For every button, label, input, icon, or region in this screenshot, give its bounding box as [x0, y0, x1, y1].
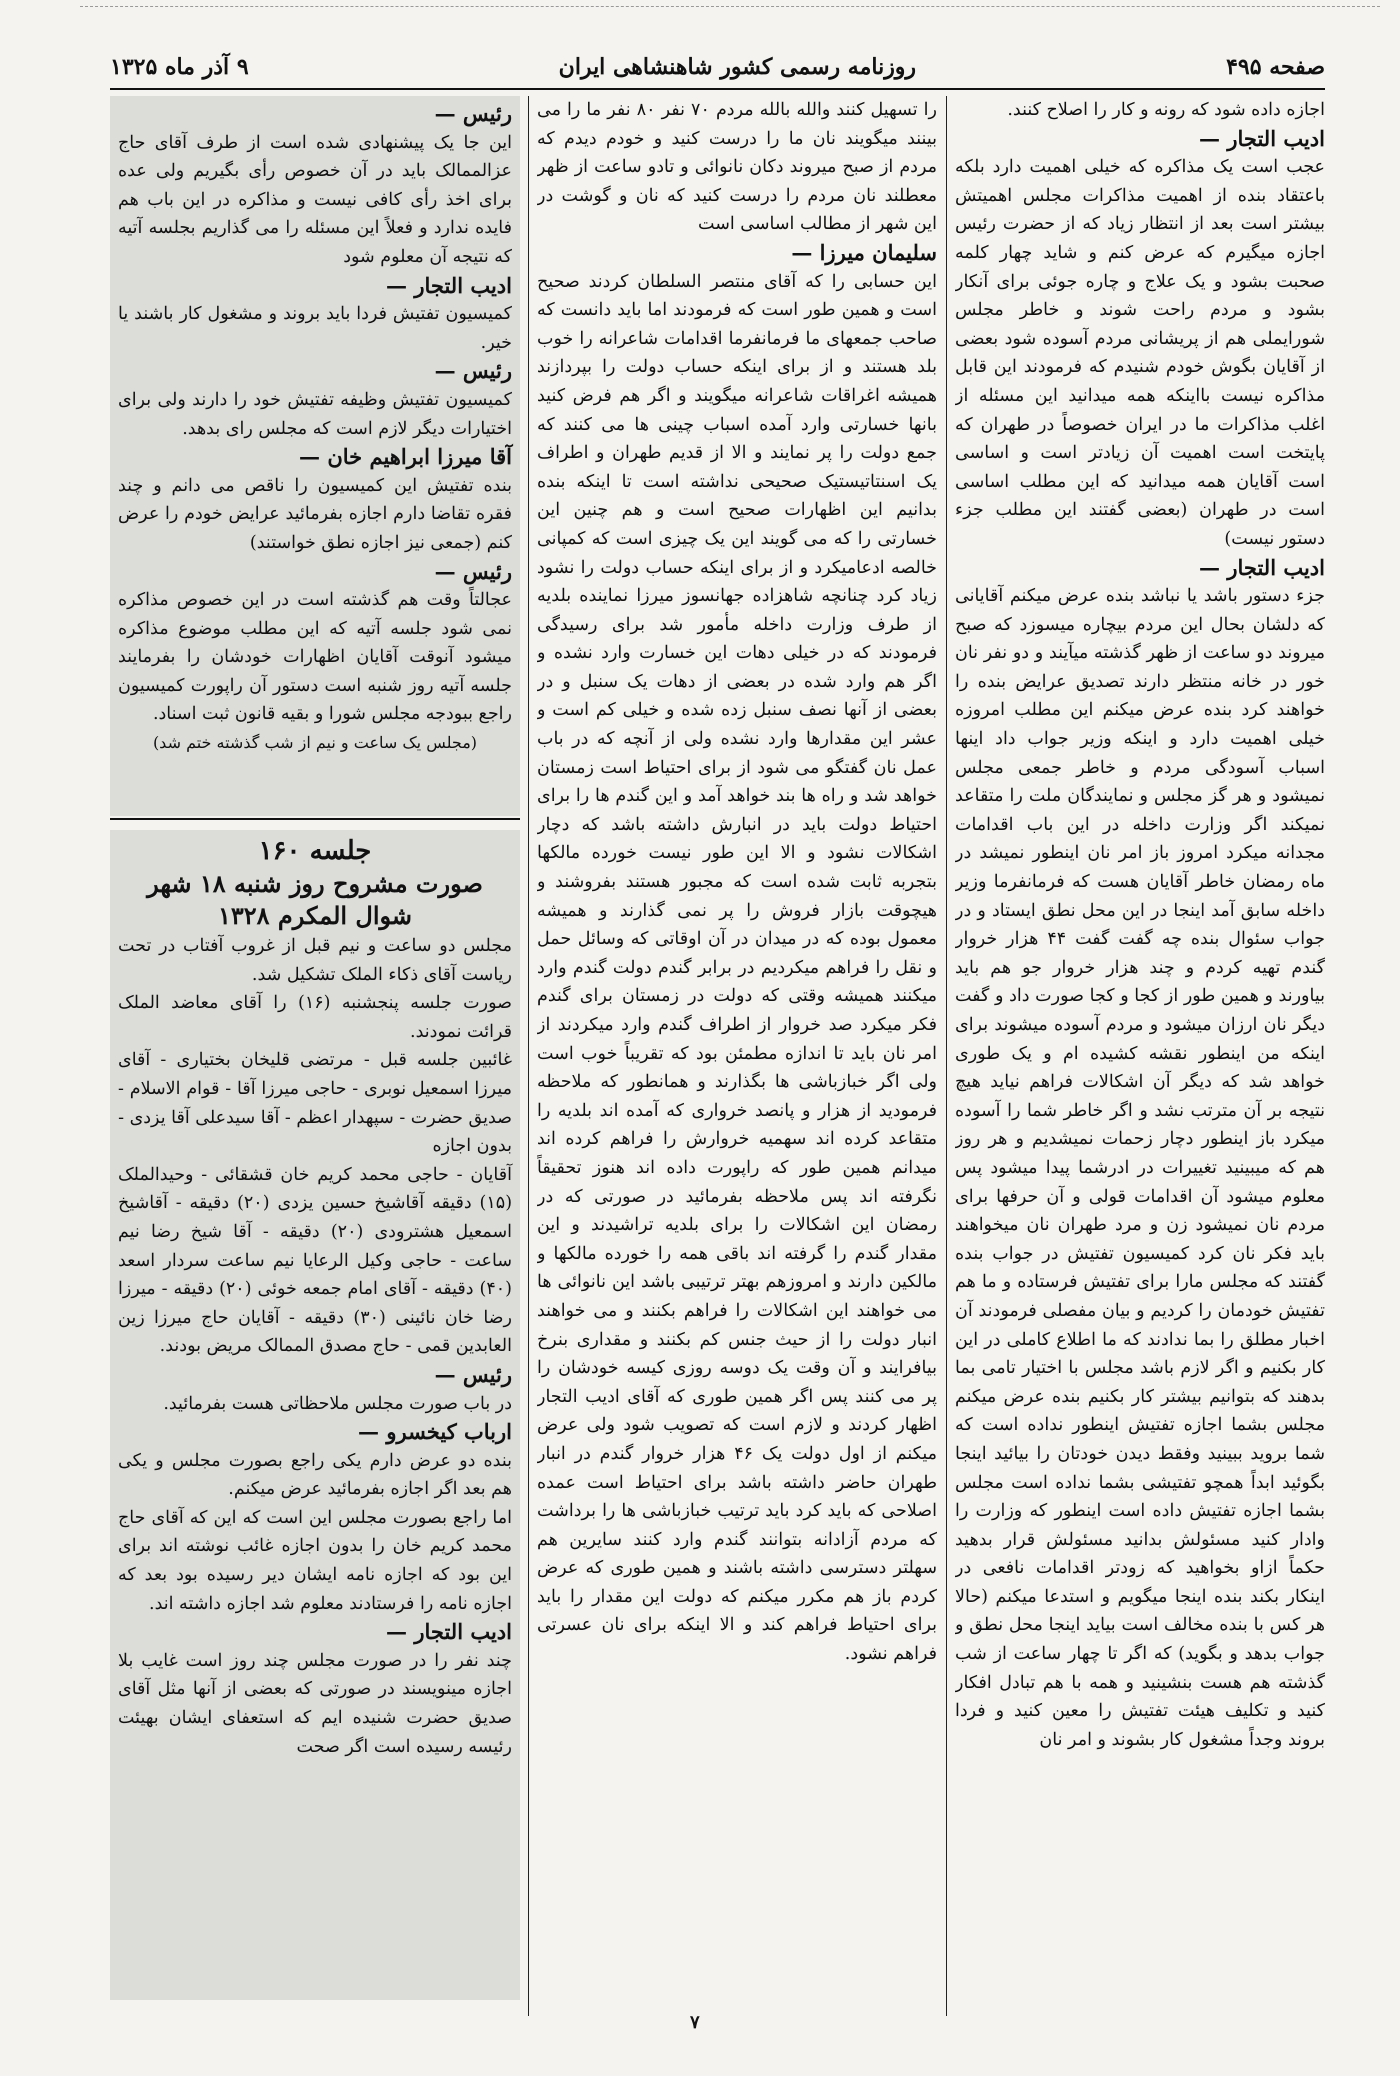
column-middle [537, 96, 937, 2076]
paragraph: مجلس دو ساعت و نیم قبل از غروب آفتاب در تحت ریاست آقای ذکاء الملک تشکیل شد. [118, 936, 512, 985]
speaker-name: آقا میرزا ابراهیم خان — [299, 444, 512, 470]
speaker-name: ارباب کیخسرو — [358, 1419, 512, 1445]
speaker-name: ادیب التجار — [386, 272, 512, 298]
speaker-name: رئیس — [434, 1361, 512, 1387]
paragraph: بدون اجازه [432, 1136, 512, 1157]
session-divider [110, 818, 520, 820]
speaker-name: رئیس — [434, 558, 512, 584]
paragraph: در باب صورت مجلس ملاحظاتی هست بفرمائید. [163, 1393, 512, 1414]
paragraph: این جا یک پیشنهادی شده است از طرف آقای حاج عزالممالک باید در آن خصوص رأی بگیریم ولی عده برای اخذ رأی کافی نیست و مذاکره در این باب هم فایده ندارد و فعلاً این مسئله را می گذاریم بجلسه آتیه که نتیجه آن معلوم شود [118, 132, 512, 267]
session-closing-note: (مجلس یک ساعت و نیم از شب گذشته ختم شد) [152, 733, 478, 753]
column-left-top [110, 96, 520, 816]
page-header [110, 50, 1325, 84]
header-rule [110, 88, 1325, 90]
speaker-name: ادیب التجار — [1199, 554, 1325, 580]
session-subtitle: صورت مشروح روز شنبه ۱۸ شهر شوال المکرم ۱۳۲۸ [147, 869, 483, 930]
speaker-name: سلیمان میرزا — [791, 239, 937, 265]
paragraph: اجازه داده شود که رونه و کار را اصلاح کنند. [1007, 100, 1325, 120]
speaker-name: رئیس — [434, 101, 512, 126]
paragraph: غائبین جلسه قبل - مرتضی قلیخان بختیاری - آقای میرزا اسمعیل نوبری - حاجی میرزا آقا - قوام الاسلام - صدیق حضرت - سپهدار اعظم - آقا سیدعلی آقا یزدی - [118, 1050, 512, 1128]
paragraph: را تسهیل کنند والله بالله مردم ۷۰ نفر ۸۰ نفر ما را می بینند میگویند نان ما را درست کنید و خودم دیدم که مردم از صبح میروند دکان نانوائی و تادو ساعت از ظهر معطلند نان مردم را درست کنید که نان و گوشت در این شهر از مطالب اساسی است [537, 100, 937, 235]
paragraph: عجب است یک مذاکره که خیلی اهمیت دارد بلکه باعتقاد بنده از اهمیت مذاکرات مجلس اهمیتش بیشتر است بعد از انتظار زیاد که از حضرت رئیس اجازه میگیرم که عرض کنم و شاید چهار کلمه صحبت بشود و یک علاج و چاره جوئی برای آنکار بشود و مردم راحت شوند و خاطر مجلس شورایملی هم از پریشانی مردم آسوده شود بعضی از آقایان بگوش خودم شنیدم که فرمودند این قابل مذاکره نیست بااینکه همه میدانید این مسئله از اغلب مذاکرات ما در ایران خصوصاً در طهران که پایتخت است اهمیت آن زیادتر است و اساسی است آقایان همه میدانید که این مطلب اساسی است در طهران (بعضی گفتند این مطلب جزء دستور نیست) [955, 157, 1325, 549]
column-left-bottom [110, 830, 520, 2000]
paragraph: جزء دستور باشد یا نباشد بنده عرض میکنم آقایانی که دلشان بحال این مردم بیچاره میسوزد که صبح میروند دو ساعت از ظهر گذشته میآیند و دو نفر نان خور در خانه منتظر دارند تصدیق عرایض بنده را خواهند کرد بنده عرض میکنم این مطلب امروزه خیلی اهمیت دارد و اینکه وزیر جواب داد اینها اسباب آسودگی مردم و خاطر جمعی مجلس نمیشود و هر گز مجلس و نمایندگان ملت را متقاعد نمیکند اگر وزارت داخله در این باب اقدامات مجدانه میکرد امروز باز امر نان اینطور نمیشد در ماه رمضان خاطر آقایان هست که فرمانفرما وزیر داخله سابق آمد اینجا در این محل نطق ایستاد و در جواب سئوال بنده چه گفت گفت ۴۴ هزار خروار گندم تهیه کردم و چند هزار خروار جو هم باید بیاورند و همین طور از کجا و کجا صورت داد و گفت دیگر نان ارزان میشود و مردم آسوده میشوند برای اینکه من اینطور نقشه کشیده ام و یک طوری خواهد شد که دیگر آن اشکالات فراهم نیاید هیچ نتیجه بر آن مترتب نشد و اگر خاطر شما را آسوده میکرد باز اینطور دچار زحمات نمیشدیم و هر روز هم که میبینید تغییرات در ادرشما پیدا میشود پس معلوم میشود آن اقدامات قولی و آن حرفها برای مردم نان نمیشود زن و مرد طهران نان میخواهند باید فکر نان کرد کمیسیون تفتیش در جواب بنده گفتند که مجلس مارا برای تفتیش فرستاده و ما هم تفتیش خودمان را کردیم و بیان مفصلی فرمودند آن اخبار مطلق را بما ندادند که ما اطلاع کاملی در این کار بکنیم و اگر لازم باشد مجلس با اختیار تامی بما بدهند که بتوانیم بیشتر کار بکنیم بنده عرض میکنم مجلس بشما اجازه تفتیش اینطور نداده است که شما بروید ببینید وفقط دیدن خودتان را بیائید اینجا بگوئید ابداً همچو تفتیشی بشما نداده است مجلس بشما اجازه تفتیش داده است اینطور که وزارت را وادار کنید مسئولش بدانید مسئولش قرار بدهید حکماً ازاو بخواهید که زودتر اقدامات نافعی در اینکار بکند بنده اینجا میگویم و استدعا میکنم (حالا هر کس با بنده مخالف است بیاید اینجا محل نطق و جواب بدهد و بگوید) که اگر تا چهار ساعت از شب گذشته هم هست بنشینید و همه با هم تبادل افکار کنید و تکلیف هیئت تفتیش را معین کنید و فردا بروند وجداً مشغول کار بشوند و امر نان [955, 586, 1325, 1750]
paragraph: این حسابی را که آقای منتصر السلطان کردند صحیح است و همین طور است که فرمودند اما باید دانست که صاحب جمعهای ما فرمانفرما اقدامات شاعرانه را خوب بلد هستند و از برای اینکه حساب دولت را بپردازند همیشه اغراقات شاعرانه میگویند و اگر هم فرض کنید بانها خسارتی وارد آمده اسباب چینی ها می کنند که جمع دولت را پر نمایند و الا از قدیم طهران و اطراف یک اسنتاتیستیک صحیحی نداشته است تا اینکه بنده بدانیم این اظهارات صحیح است و هم چنین این خسارتی را که می گویند این یک چیزی است که کمپانی خالصه ادعامیکرد و از برای اینکه حساب دولت را نشود زیاد کرد چنانچه شاهزاده جهانسوز میرزا نماینده بلدیه از طرف وزارت داخله مأمور شد برای رسیدگی فرمودند که در خیلی دهات این خسارت وارد نشده و اگر هم وارد شده در بعضی از دهات یک سنبل و در بعضی از آنها نصف سنبل زده شده و خیلی کم است و عشر این مقدارها وارد نشده ولی از آنچه که در باب عمل نان گفتگو می شود از برای احتیاط است زمستان خواهد شد و راه ها بند خواهد آمد و این گندم ها را برای احتیاط دولت باید در انبارش داشته باشد که دچار اشکالات نشود و الا این طور نیست خورده مالکها بتجربه ثابت شده است که مجبور هستند بفروشند و هیچوقت بازار فروش را پر نمی گذارند و همیشه معمول بوده که در میدان در آن اوقاتی که وسائل حمل و نقل را فراهم میکردیم در برابر گندم دولت گندم وارد میکنند همیشه وقتی که دولت در زمستان برای گندم فکر میکرد صد خروار از اطراف گندم وارد میکردند از امر نان باید تا اندازه مطمئن بود که تقریباً خوب است ولی اگر خبازباشی ها بگذارند و همانطور که ملاحظه فرمودید از هزار و پانصد خرواری که آمده اند بلدیه را متقاعد کرده اند سهمیه خروارش را فراهم کرده اند میدانم همین طور که راپورت داده اند هنوز تحقیقاً نگرفته اند پس ملاحظه بفرمائید در صورتی که در رمضان این اشکالات را برای بلدیه تراشیدند و این مقدار گندم را گرفته اند باقی همه را خورده مالکها و مالکین دارند و امروزهم بهتر ترتیبی باشد این نانوائی ها می خواهند این اشکالات را فراهم بکنند و می خواهند انبار دولت را از حیث جنس کم بکنند و مقداری بنرخ بیافرایند و آن وقت یک دوسه روزی کیسه خودشان را پر می کنند پس اگر همین طوری که آقای ادیب التجار اظهار کردند و لازم است که تصویب شود ولی عرض میکنم از اول دولت یک ۴۶ هزار خروار گندم در انبار طهران حاضر داشته باشد برای احتیاط است عمده اصلاحی که باید کرد باید ترتیب خبازباشی ها را برداشت که مردم آزادانه بتوانند گندم وارد کنند سایرین هم سهلتر دسترسی داشته باشند و همین طوری که عرض کردم باز هم مکرر میکنم که دولت این مقدار را باید برای احتیاط فراهم کند و الا اینکه برای نان عسرتی فراهم نشود. [537, 271, 937, 1665]
newspaper-title: روزنامه رسمی کشور شاهنشاهی ایران [558, 54, 917, 80]
paragraph: بنده تفتیش این کمیسیون را ناقص می دانم و چند فقره تقاضا دارم اجازه بفرمائید عرایض خودم را عرض کنم (جمعی نیز اجازه نطق خواستند) [118, 475, 512, 553]
top-edge [80, 0, 1380, 7]
paragraph: بنده دو عرض دارم یکی راجع بصورت مجلس و یکی هم بعد اگر اجازه بفرمائید عرض میکنم. [118, 1450, 512, 1500]
page-label: صفحه ۴۹۵ [1226, 54, 1325, 80]
column-divider-right [946, 96, 947, 2016]
column-divider-left [528, 96, 529, 2016]
paragraph: آقایان - حاجی محمد کریم خان قشقائی - وحیدالملک (۱۵) دقیقه آقاشیخ حسین یزدی (۲۰) دقیقه - آقاشیخ اسمعیل هشترودی (۲۰) دقیقه - آقا شیخ رضا نیم ساعت - حاجی وکیل الرعایا نیم ساعت سردار اسعد (۴۰) دقیقه - آقای امام جمعه خوئی (۲۰) دقیقه - میرزا رضا خان نائینی (۳۰) دقیقه - آقایان حاج میرزا زین العابدین قمی - حاج مصدق الممالک مریض بودند. [118, 1164, 513, 1357]
paragraph: اما راجع بصورت مجلس این است که این که آقای حاج محمد کریم خان را بدون اجازه غائب نوشته اند برای این بود که اجازه نامه ایشان دیر رسیده بود بعد که اجازه نامه را فرستادند معلوم شد اجازه داشته اند. [118, 1507, 512, 1614]
paragraph: چند نفر را در صورت مجلس چند روز است غایب بلا اجازه مینویسند در صورتی که بعضی از آنها مثل آقای صدیق حضرت شنیده ایم که استعفای ایشان بهیئت رئیسه رسیده است اگر صحت [118, 1650, 512, 1757]
column-right [955, 96, 1325, 2076]
issue-date: ۹ آذر ماه ۱۳۲۵ [110, 54, 249, 80]
page-number: ۷ [690, 2012, 700, 2033]
paragraph: صورت جلسه پنجشنبه (۱۶) را آقای معاضد الملک قرائت نمودند. [118, 993, 512, 1042]
paragraph: عجالتاً وقت هم گذشته است در این خصوص مذاکره نمی شود جلسه آتیه که این مطلب موضوع مذاکره میشود آنوقت آقایان اظهارات خودشان را بفرمایند جلسه آتیه روز شنبه است دستور آن راپورت کمیسیون راجع ببودجه مجلس شورا و بقیه قانون ثبت اسناد. [118, 590, 512, 725]
paragraph: کمیسیون تفتیش فردا باید بروند و مشغول کار باشند یا خیر. [118, 304, 512, 353]
speaker-name: ادیب التجار — [386, 1619, 512, 1645]
speaker-name: رئیس — [434, 358, 512, 384]
paragraph: کمیسیون تفتیش وظیفه تفتیش خود را دارند ولی برای اختیارات دیگر لازم است که مجلس رای بدهد. [118, 389, 512, 439]
session-title: جلسه ۱۶۰ [258, 836, 372, 866]
speaker-name: ادیب التجار — [1199, 125, 1325, 151]
